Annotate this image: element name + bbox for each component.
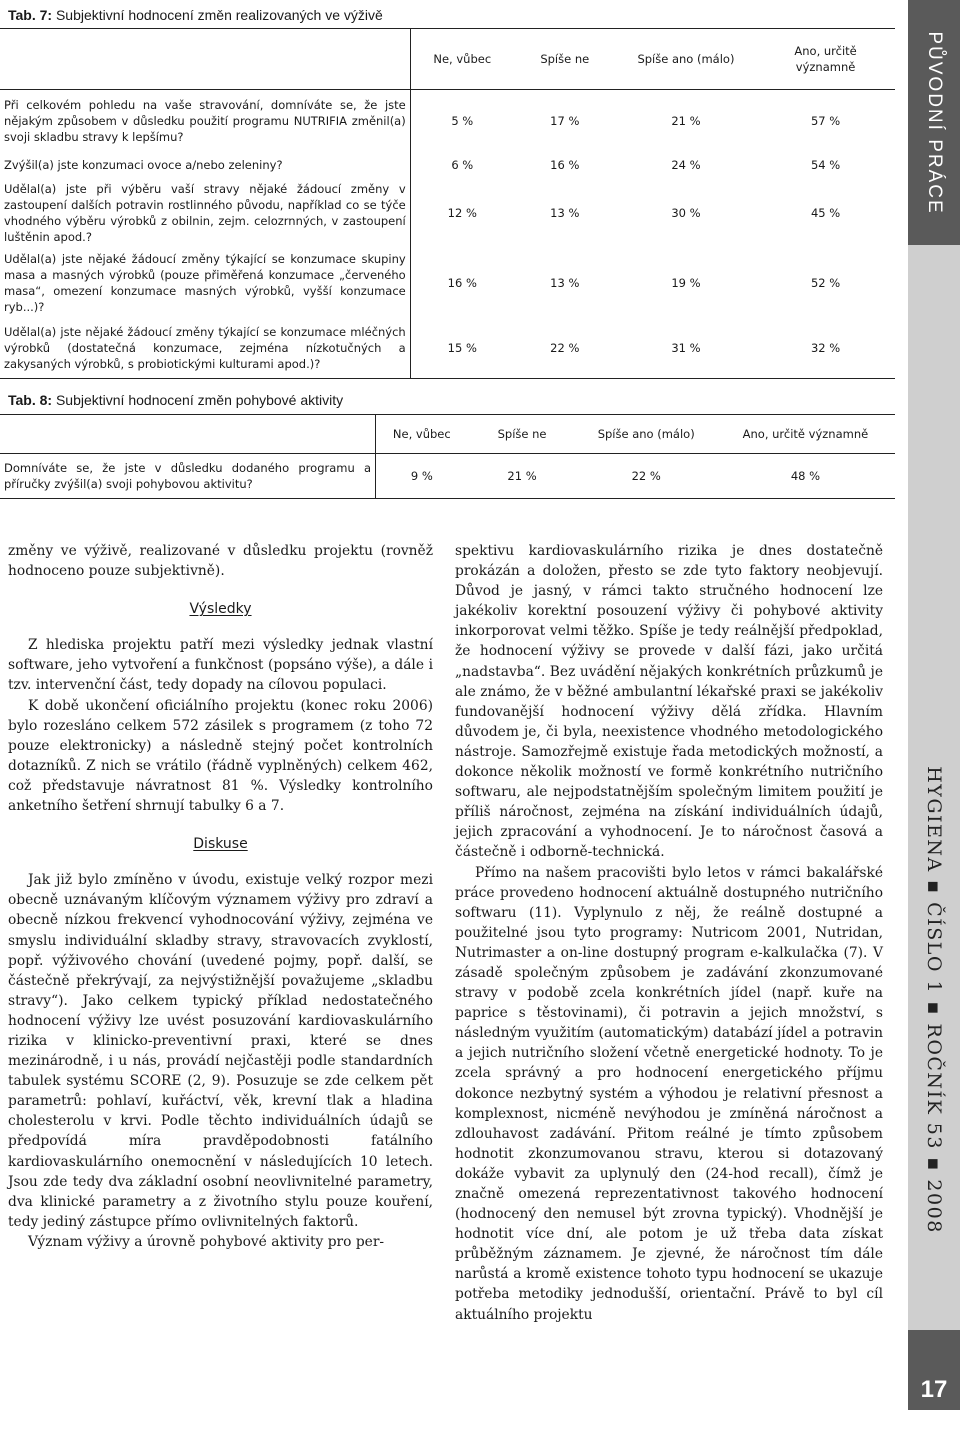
paragraph: Význam výživy a úrovně pohybové aktivity pro per- — [28, 1233, 385, 1250]
paragraph: K době ukončení oficiálního projektu (konec roku 2006) bylo rozesláno celkem 572 zásilek s programem (z toho 72 pouze elektronicky) a následně stejný počet kontrolních dotazníků. Z nich se vrátilo (řádně vyplněných) celkem 462, což představuje návratnost 81 %. Výsledky kontrolního anketního šetření shrnují tabulky 6 a 7. — [8, 697, 433, 815]
table7-cell: 16 % — [447, 276, 477, 290]
table7-cell: 12 % — [447, 206, 477, 220]
table8-header-row — [0, 415, 895, 454]
table7-cell: 30 % — [671, 206, 701, 220]
table7 — [0, 28, 895, 379]
text-column-right — [455, 541, 883, 1325]
paragraph: Z hlediska projektu patří mezi výsledky jednak vlastní software, jeho vytvoření a funkčnost (popsáno výše), a dále i tzv. intervenční část, tedy dopady na cílovou populaci. — [8, 637, 433, 694]
paragraph: spektivu kardiovaskulárního rizika je dnes dostatečně prokázán a doložen, přesto se zde tyto faktory neobjevují. Důvod je jasný, v rámci takto stručného hodnocení lze jakékoliv korektní posouzení výživy či pohybové aktivity inkorporovat velmi těžko. Spíše je tedy reálnější předpoklad, že hodnocení výživy se provede v další fázi, jako určitá „nadstavba“. Bez uvádění nějakých konkrétních průzkumů je ale známo, že v běžné ambulantní lékařské praxi se jakékoliv fundovanější hodnocení výživy dělá zřídka. Hlavním důvodem je, či byla, neexistence vhodného metodologického nástroje. Samozřejmě existuje řada metodických možností, a dokonce několik možností ve formě konkrétního nutričního softwaru, ale nejpodstatnějším společným limitem použití je příliš náročnost, zejména na získání individuálních údajů, jejich zpracování a vyhodnocení. Je to náročnost časová a částečně i odborně-technická. — [455, 543, 883, 861]
table8-header-col4: Ano, určitě významně — [716, 415, 895, 454]
table7-cell: 45 % — [810, 206, 841, 220]
table7-header-col2: Spíše ne — [514, 29, 616, 90]
paragraph: změny ve výživě, realizované v důsledku projektu (rovněž hodnoceno pouze subjektivně). — [8, 543, 433, 580]
table8-caption-text: Subjektivní hodnocení změn pohybové aktivity — [55, 392, 344, 408]
table8-cell: 21 % — [507, 469, 537, 483]
table7-row — [0, 248, 895, 318]
paragraph: Přímo na našem pracovišti bylo letos v rámci bakalářské práce provedeno hodnocení aktuálně dostupného nutričního softwaru (11). Vyplynulo z něj, že reálně dostupné a použitelné jsou tyto programy: Nutricom 2001, Nutridan, Nutrimaster a on-line dostupný program e-kalkulačka (7). V zásadě společným způsobem je zadávání zkonzumované stravy v podobě zcela konkrétních jídel (např. kuře na paprice s těstovinami), či potravin a jejich množství, s následným využitím (automatickým) databází jídel a potravin a jejich nutričního složení včetně energetické hodnoty. To je zcela správný a pro hodnocení energetického příjmu dokonce nezbytný systém a výhodou je relativní přesnost a komplexnost, nicméně nevýhodou je zmíněná náročnost a zdlouhavost zadávání. Přitom reálné je tímto způsobem hodnotit zkonzumovanou stravu, kterou si dotazovaný dokáže vybavit za uplynulý den (24-hod recall), čímž je značně omezená reprezentativnost takového hodnocení (hodnocený den nemusel být zrovna typický). Vhodnější je hodnotit více dní, ale potom je už třeba data získat průběžným záznamem. Je zjevné, že náročnost tím dále narůstá a kromě existence tohoto typu hodnocení se ukazuje potřeba metodiky jednodušší, orientační. Právě to byl cíl aktuálního projektu — [455, 864, 883, 1323]
table7-row — [0, 178, 895, 248]
table7-question: Při celkovém pohledu na vaše stravování, domníváte se, že jste nějakým způsobem v důsledku použití programu NUTRIFIA změnil(a) svoji skladbu stravy k lepšímu? — [0, 90, 410, 153]
table7-header-blank — [0, 29, 410, 90]
table8-header-col2: Spíše ne — [468, 415, 577, 454]
table7-cell: 21 % — [671, 114, 701, 128]
table7-question: Udělal(a) jste nějaké žádoucí změny týkající se konzumace skupiny masa a masných výrobků (pouze přiměřená konzumace „červeného masa“, omezení konzumace masných výrobků, vyšší konzumace ryb...)? — [0, 248, 410, 318]
table8-caption — [8, 392, 343, 408]
section-label-box — [908, 0, 960, 245]
table7-header-col4: Ano, určitě významně — [756, 29, 895, 90]
table7-cell: 57 % — [810, 114, 841, 128]
table7-cell: 15 % — [447, 341, 477, 355]
table8-header-col3: Spíše ano (málo) — [577, 415, 716, 454]
table8-header-blank — [0, 415, 376, 454]
table7-question: Udělal(a) jste při výběru vaší stravy nějaké žádoucí změny v zastoupení dalších potravin rostlinného původu, například co se týče vhodného výběru výrobků z obilnin, zejm. celozrnných, v zastoupení luštěnin apod.? — [0, 178, 410, 248]
table7-cell: 19 % — [671, 276, 701, 290]
sidebar — [908, 0, 960, 1410]
table8-cell: 48 % — [790, 469, 821, 483]
table7-question: Zvýšil(a) jste konzumaci ovoce a/nebo zeleniny? — [0, 152, 410, 178]
table7-header-col1: Ne, vůbec — [410, 29, 514, 90]
table7-question: Udělal(a) jste nějaké žádoucí změny týkající se konzumace mléčných výrobků (dostatečná konzumace, zejména nízkotučných a zakysaných výrobků, s probiotickými kulturami apod.)? — [0, 318, 410, 379]
table7-caption — [8, 7, 383, 23]
page-number: 17 — [908, 1330, 960, 1410]
journal-info: HYGIENA ▪ ČÍSLO 1 ▪ ROČNÍK 53 ▪ 2008 — [923, 766, 945, 1234]
heading-discussion: Diskuse — [193, 836, 248, 853]
table7-cell: 13 % — [550, 276, 580, 290]
table7-cell: 32 % — [810, 341, 841, 355]
table7-cell: 24 % — [671, 158, 701, 172]
table8-question: Domníváte se, že jste v důsledku dodaného programu a příručky zvýšil(a) svoji pohybovou aktivitu? — [0, 454, 376, 499]
table7-row — [0, 152, 895, 178]
table8-cell: 9 % — [410, 469, 433, 483]
table8-caption-label: Tab. 8: — [8, 392, 53, 408]
table7-cell: 52 % — [810, 276, 841, 290]
table7-cell: 13 % — [550, 206, 580, 220]
table8-row — [0, 454, 895, 499]
table7-caption-label: Tab. 7: — [8, 7, 53, 23]
table7-header-col3: Spíše ano (málo) — [616, 29, 756, 90]
table7-header-row — [0, 29, 895, 90]
journal-info-box — [908, 740, 960, 1260]
table8 — [0, 414, 895, 499]
text-column-left — [8, 541, 433, 1252]
heading-results: Výsledky — [189, 601, 252, 618]
table7-caption-text: Subjektivní hodnocení změn realizovaných ve výživě — [55, 7, 383, 23]
table7-cell: 31 % — [671, 341, 701, 355]
table8-cell: 22 % — [631, 469, 661, 483]
table7-row — [0, 318, 895, 379]
table7-cell: 54 % — [810, 158, 841, 172]
paragraph: Jak již bylo zmíněno v úvodu, existuje velký rozpor mezi obecně uznávaným klíčovým významem výživy pro zdraví a obecně nízkou frekvencí vyhodnocování výživy, zejména ve smyslu individuální skladby stravy, stravovacích zvyklostí, popř. výživového chování (uvedené pojmy, popř. další, se částečně překrývají, za nejvýstižnější považujeme „skladbu stravy“). Jako celkem typický příklad nedostatečného hodnocení výživy lze uvést posuzování kardiovaskulárního rizika v klinicko-preventivní praxi, které se dnes mezinárodně, i u nás, provádí nejčastěji podle standardních tabulek systému SCORE (2, 9). Posuzuje se zde celkem pět parametrů: pohlaví, kuřáctví, věk, krevní tlak a hladina cholesterolu v krvi. Podle těchto individuálních údajů se předpovídá míra pravděpodobnosti fatálního kardiovaskulárního onemocnění v následujících 10 letech. Jsou zde tedy dva základní osobní neovlivnitelné parametry, dva klinické parametry a z životního stylu pouze kouření, tedy jediný zástupce přímo ovlivnitelných faktorů. — [8, 872, 433, 1230]
table7-row — [0, 90, 895, 153]
table7-cell: 5 % — [451, 114, 474, 128]
table8-header-col1: Ne, vůbec — [376, 415, 468, 454]
table7-cell: 17 % — [550, 114, 580, 128]
table7-cell: 16 % — [550, 158, 580, 172]
table7-cell: 22 % — [550, 341, 580, 355]
section-label: PŮVODNÍ PRÁCE — [924, 30, 945, 215]
table7-cell: 6 % — [451, 158, 474, 172]
